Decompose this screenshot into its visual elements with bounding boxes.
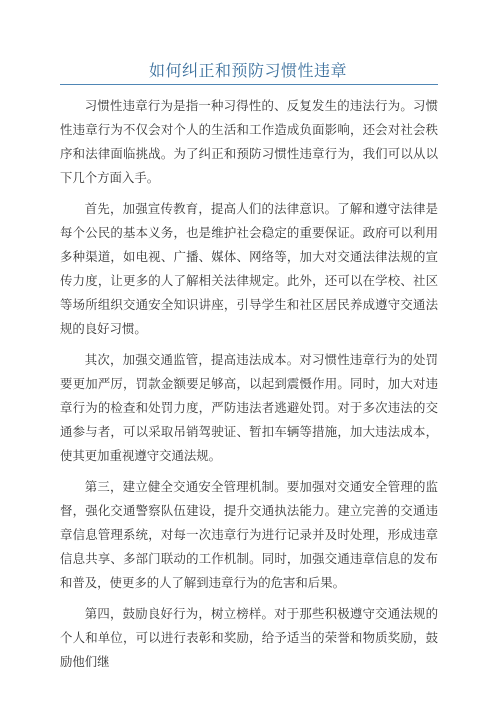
paragraph-second: 其次，加强交通监管，提高违法成本。对习惯性违章行为的处罚要更加严厉，罚款金额要足够高，以起到震慑作用。同时，加大对违章行为的检查和处罚力度，严防违法者逃避处罚。对于多次违法的交通参与者，可以采取吊销驾驶证、暂扣车辆等措施，加大违法成本，使其更加重视遵守交通法规。	[60, 352, 438, 463]
paragraph-intro: 习惯性违章行为是指一种习得性的、反复发生的违法行为。习惯性违章行为不仅会对个人的生活和工作造成负面影响，还会对社会秩序和法律面临挑战。为了纠正和预防习惯性违章行为，我们可以从以下几个方面入手。	[60, 98, 438, 185]
paragraph-first: 首先，加强宣传教育，提高人们的法律意识。了解和遵守法律是每个公民的基本义务，也是维护社会稳定的重要保证。政府可以利用多种渠道，如电视、广播、媒体、网络等，加大对交通法律法规的宣传力度，让更多的人了解相关法律规定。此外，还可以在学校、社区等场所组织交通安全知识讲座，引导学生和社区居民养成遵守交通法规的良好习惯。	[60, 201, 438, 336]
title-divider	[60, 84, 438, 85]
document-title: 如何纠正和预防习惯性违章	[148, 61, 347, 80]
document-body	[60, 94, 438, 681]
paragraph-fourth: 第四，鼓励良好行为，树立榜样。对于那些积极遵守交通法规的个人和单位，可以进行表彰和奖励，给予适当的荣誉和物质奖励，鼓励他们继	[60, 606, 438, 669]
paragraph-third: 第三，建立健全交通安全管理机制。要加强对交通安全管理的监督，强化交通警察队伍建设，提升交通执法能力。建立完善的交通违章信息管理系统，对每一次违章行为进行记录并及时处理，形成违章信息共享、多部门联动的工作机制。同时，加强交通违章信息的发布和普及，使更多的人了解到违章行为的危害和后果。	[60, 479, 438, 590]
